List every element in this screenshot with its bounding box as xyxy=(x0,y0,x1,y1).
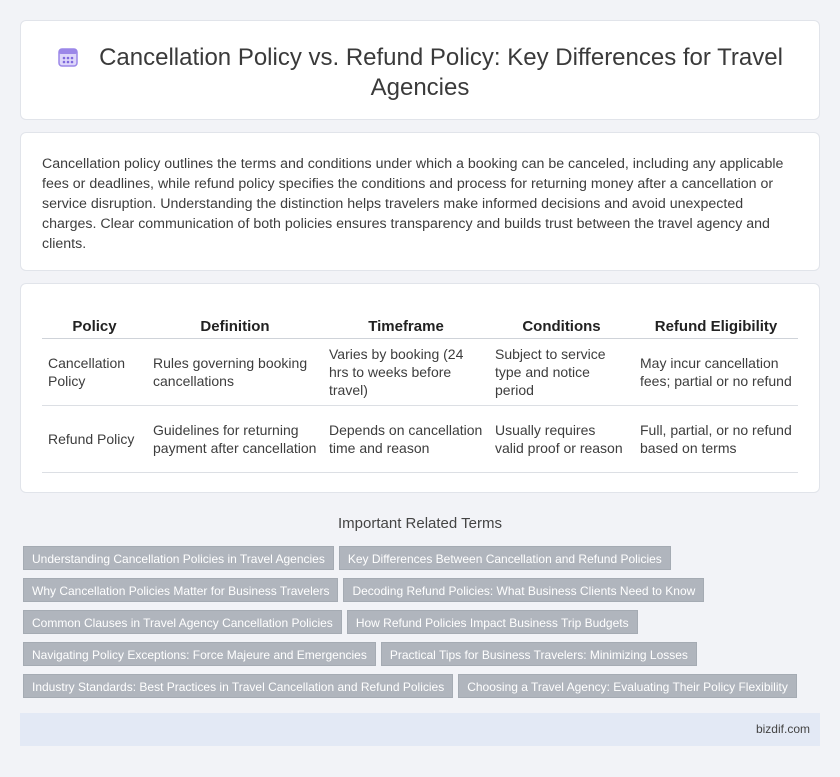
related-term-link[interactable]: Common Clauses in Travel Agency Cancellation Policies xyxy=(23,610,342,634)
table-cell: Depends on cancellation time and reason xyxy=(323,405,489,472)
table-row xyxy=(42,405,798,472)
intro-paragraph: Cancellation policy outlines the terms and conditions under which a booking can be canceled, including any applicable fees or deadlines, while refund policy specifies the conditions and process for returning money after a cancellation or service disruption. Understanding the distinction helps travelers make informed decisions and avoid unexpected charges. Clear communication of both policies ensures transparency and builds trust between the travel agency and clients. xyxy=(42,156,784,252)
table-cell: Full, partial, or no refund based on terms xyxy=(634,405,798,472)
table-header-row xyxy=(42,314,798,338)
header-definition: Definition xyxy=(147,314,323,338)
table-row xyxy=(42,338,798,405)
comparison-table-card xyxy=(20,283,820,493)
tag-row xyxy=(23,610,803,642)
table-cell: Refund Policy xyxy=(42,405,147,472)
tag-row xyxy=(23,578,803,610)
related-term-link[interactable]: Why Cancellation Policies Matter for Business Travelers xyxy=(23,578,338,602)
related-term-link[interactable]: Understanding Cancellation Policies in Travel Agencies xyxy=(23,546,334,570)
tag-row xyxy=(23,642,803,674)
related-terms-heading: Important Related Terms xyxy=(338,515,502,532)
related-term-link[interactable]: Choosing a Travel Agency: Evaluating Their Policy Flexibility xyxy=(458,674,797,698)
footer-site-link[interactable]: bizdif.com xyxy=(755,722,810,736)
header-conditions: Conditions xyxy=(489,314,634,338)
table-cell: Subject to service type and notice period xyxy=(489,338,634,405)
header-refund-eligibility: Refund Eligibility xyxy=(634,314,798,338)
related-term-link[interactable]: How Refund Policies Impact Business Trip Budgets xyxy=(347,610,638,634)
page-title-text: Cancellation Policy vs. Refund Policy: Key Differences for Travel Agencies xyxy=(99,44,783,101)
related-term-link[interactable]: Key Differences Between Cancellation and Refund Policies xyxy=(339,546,671,570)
header-policy: Policy xyxy=(42,314,147,338)
tag-row xyxy=(23,674,803,706)
comparison-table xyxy=(42,314,798,473)
tag-row xyxy=(23,546,803,578)
table-cell: Guidelines for returning payment after cancellation xyxy=(147,405,323,472)
table-cell: Cancellation Policy xyxy=(42,338,147,405)
footer-bar xyxy=(20,713,820,746)
table-cell: Rules governing booking cancellations xyxy=(147,338,323,405)
calendar-icon xyxy=(57,46,79,68)
related-term-link[interactable]: Navigating Policy Exceptions: Force Majeure and Emergencies xyxy=(23,642,376,666)
intro-card xyxy=(20,132,820,271)
table-cell: Usually requires valid proof or reason xyxy=(489,405,634,472)
title-card xyxy=(20,20,820,120)
page-title xyxy=(21,43,819,103)
related-term-link[interactable]: Practical Tips for Business Travelers: Minimizing Losses xyxy=(381,642,697,666)
related-term-link[interactable]: Decoding Refund Policies: What Business Clients Need to Know xyxy=(343,578,704,602)
table-cell: May incur cancellation fees; partial or no refund xyxy=(634,338,798,405)
related-term-link[interactable]: Industry Standards: Best Practices in Travel Cancellation and Refund Policies xyxy=(23,674,453,698)
related-terms-list xyxy=(23,546,803,706)
header-timeframe: Timeframe xyxy=(323,314,489,338)
table-cell: Varies by booking (24 hrs to weeks before travel) xyxy=(323,338,489,405)
